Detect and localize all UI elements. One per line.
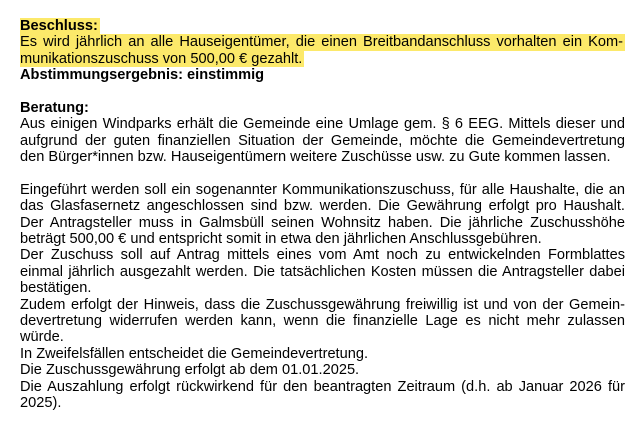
beratung-p2-line-12: Die Zuschussgewährung erfolgt ab dem 01.01.2025. (20, 362, 360, 379)
beschluss-text-line-2: munikationszuschuss von 500,00 € gezahlt. (20, 50, 303, 67)
beratung-p2-line-3: Der Antragsteller muss in Galmsbüll seinen Wohnsitz haben. Die jährliche Zuschusshöhe (20, 214, 625, 231)
beratung-heading: Beratung: (20, 99, 89, 116)
beschluss-text-line-2-wrap (20, 51, 625, 67)
beratung-p2-line-14: 2025). (20, 394, 62, 411)
beratung-p2-line-2: das Glasfasernetz angeschlossen sind bzw. werden. Die Gewährung erfolgt pro Haushalt. (20, 198, 625, 215)
beschluss-heading-line (20, 18, 625, 34)
beratung-p2-line-5: Der Zuschuss soll auf Antrag mittels eines vom Amt noch zu entwickelnden Formblattes (20, 247, 625, 264)
beratung-p2-line-11: In Zweifelsfällen entscheidet die Gemeindevertretung. (20, 345, 369, 362)
beratung-p2-line-1: Eingeführt werden soll ein sogenannter Kommunikationszuschuss, für alle Haushalte, die an (20, 181, 625, 198)
beschluss-heading: Beschluss: (20, 18, 98, 34)
beschluss-text-line-1: Es wird jährlich an alle Hauseigentümer, die einen Breitbandanschluss vorhalten ein Kom- (20, 34, 623, 51)
beratung-p2-line-4: beträgt 500,00 € und entspricht somit in etwa den jährlichen Anschlussgebühren. (20, 231, 542, 248)
spacer (20, 166, 625, 182)
beratung-p2-line-6: einmal jährlich ausgezahlt werden. Die tatsächlichen Kosten müssen die Antragsteller dabei (20, 263, 625, 280)
beratung-p1-line-3: den Bürger*innen bzw. Hauseigentümern weitere Zuschüsse usw. zu Gute kommen lassen. (20, 149, 611, 166)
vote-result: Abstimmungsergebnis: einstimmig (20, 67, 265, 84)
document-body (20, 18, 625, 411)
beratung-p2-line-7: bestätigen. (20, 280, 92, 297)
beratung-p1-line-1: Aus einigen Windparks erhält die Gemeinde eine Umlage gem. § 6 EEG. Mittels dieser und (20, 116, 625, 133)
beratung-p1-line-2: aufgrund der guten finanziellen Situation der Gemeinde, möchte die Gemeindevertretung (20, 132, 625, 149)
spacer (20, 84, 625, 100)
beratung-p2-line-10: würde. (20, 329, 64, 346)
beratung-p2-line-8: Zudem erfolgt der Hinweis, dass die Zuschussgewährung freiwillig ist und von der Gemein- (20, 296, 625, 313)
beratung-p2-line-9: devertretung widerrufen werden kann, wenn die finanzielle Lage es nicht mehr zulassen (20, 313, 625, 330)
beratung-p2-line-13: Die Auszahlung erfolgt rückwirkend für den beantragten Zeitraum (d.h. ab Januar 2026 für (20, 378, 625, 395)
